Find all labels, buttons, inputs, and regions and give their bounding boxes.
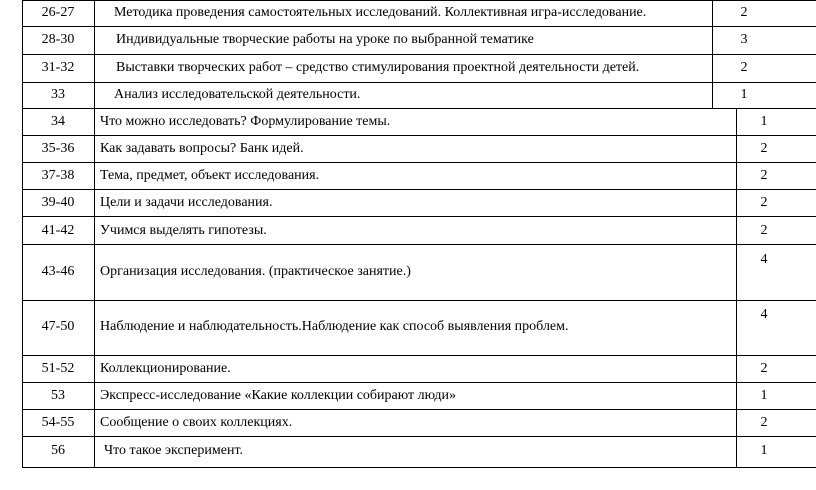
table-rule <box>22 436 816 437</box>
row-hours: 4 <box>760 252 768 267</box>
row-hours: 4 <box>760 307 768 322</box>
row-hours: 1 <box>760 114 768 129</box>
row-hours: 2 <box>760 223 768 238</box>
row-number: 43-46 <box>41 264 75 279</box>
row-topic: Как задавать вопросы? Банк идей. <box>100 141 304 156</box>
table-rule <box>22 467 816 468</box>
table-rule <box>22 26 816 27</box>
row-number: 41-42 <box>41 223 75 238</box>
row-hours: 2 <box>740 5 748 20</box>
row-topic: Учимся выделять гипотезы. <box>100 223 267 238</box>
row-hours: 1 <box>760 388 768 403</box>
row-number: 53 <box>51 388 65 403</box>
row-hours: 2 <box>760 415 768 430</box>
table-rule <box>22 108 816 109</box>
column-divider <box>94 0 95 468</box>
row-number: 47-50 <box>41 319 75 334</box>
table-rule <box>22 162 816 163</box>
lesson-plan-table <box>22 0 816 468</box>
table-rule <box>22 216 816 217</box>
row-topic: Анализ исследовательской деятельности. <box>114 87 361 102</box>
row-number: 26-27 <box>41 5 75 20</box>
table-rule <box>22 82 816 83</box>
row-topic: Цели и задачи исследования. <box>100 195 273 210</box>
row-number: 37-38 <box>41 168 75 183</box>
table-rule <box>22 189 816 190</box>
row-number: 56 <box>51 443 65 458</box>
row-hours: 1 <box>740 87 748 102</box>
table-rule <box>22 0 816 1</box>
table-rule <box>22 244 816 245</box>
table-rule <box>22 355 816 356</box>
row-topic: Организация исследования. (практическое занятие.) <box>100 264 411 279</box>
row-topic: Тема, предмет, объект исследования. <box>100 168 320 183</box>
row-number: 33 <box>51 87 65 102</box>
row-hours: 2 <box>740 60 748 75</box>
row-number: 31-32 <box>41 60 75 75</box>
row-hours: 1 <box>760 443 768 458</box>
column-divider <box>736 108 737 468</box>
row-hours: 2 <box>760 361 768 376</box>
row-topic: Выставки творческих работ – средство стимулирования проектной деятельности детей. <box>116 60 640 75</box>
row-topic: Экспресс-исследование «Какие коллекции собирают люди» <box>100 388 456 403</box>
row-topic: Методика проведения самостоятельных исследований. Коллективная игра-исследование. <box>114 5 647 20</box>
row-topic: Что такое эксперимент. <box>104 443 244 458</box>
column-divider <box>712 0 713 108</box>
row-number: 51-52 <box>41 361 75 376</box>
row-topic: Что можно исследовать? Формулирование темы. <box>100 114 391 129</box>
row-number: 34 <box>51 114 65 129</box>
row-topic: Индивидуальные творческие работы на уроке по выбранной тематике <box>116 32 534 47</box>
row-topic: Сообщение о своих коллекциях. <box>100 415 293 430</box>
row-topic: Коллекционирование. <box>100 361 231 376</box>
row-number: 35-36 <box>41 141 75 156</box>
table-rule <box>22 382 816 383</box>
row-hours: 2 <box>760 168 768 183</box>
row-number: 39-40 <box>41 195 75 210</box>
table-rule <box>22 54 816 55</box>
row-hours: 3 <box>740 32 748 47</box>
row-topic: Наблюдение и наблюдательность.Наблюдение как способ выявления проблем. <box>100 319 569 334</box>
row-number: 28-30 <box>41 32 75 47</box>
table-rule <box>22 409 816 410</box>
row-hours: 2 <box>760 141 768 156</box>
row-number: 54-55 <box>41 415 75 430</box>
row-hours: 2 <box>760 195 768 210</box>
table-rule <box>22 135 816 136</box>
table-rule <box>22 300 816 301</box>
